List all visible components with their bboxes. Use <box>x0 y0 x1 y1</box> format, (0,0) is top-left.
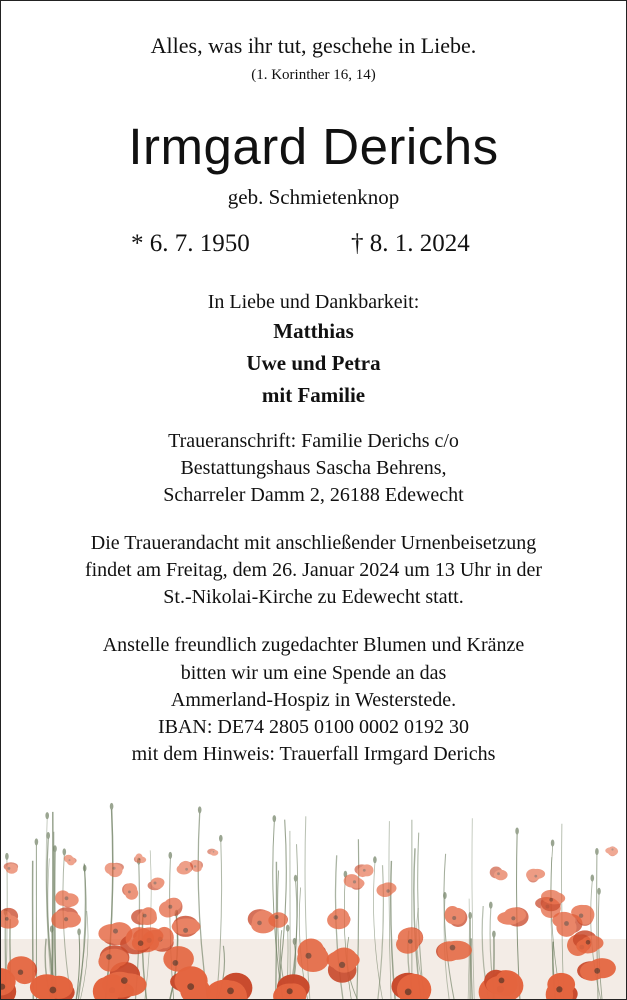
donation-iban: IBAN: DE74 2805 0100 0002 0192 30 <box>157 716 470 738</box>
death-date: † 8. 1. 2024 <box>351 230 470 257</box>
donation-line: bitten wir um eine Spende an das <box>180 662 447 684</box>
birth-date: * 6. 7. 1950 <box>131 230 250 257</box>
mourning-address-line: Bestattungshaus Sascha Behrens, <box>180 457 447 479</box>
donation-line: Anstelle freundlich zugedachter Blumen und Kränze <box>102 634 525 656</box>
maiden-name: geb. Schmietenknop <box>227 185 400 209</box>
deceased-name: Irmgard Derichs <box>128 118 499 175</box>
poppy-meadow-image <box>1 789 626 999</box>
mourner-name: Matthias <box>273 319 354 343</box>
mourning-address-line: Scharreler Damm 2, 26188 Edewecht <box>163 484 464 506</box>
bible-verse: Alles, was ihr tut, geschehe in Liebe. <box>150 33 477 58</box>
mourners-intro: In Liebe und Dankbarkeit: <box>207 291 420 313</box>
donation-line: mit dem Hinweis: Trauerfall Irmgard Derichs <box>131 743 496 765</box>
mourner-name: mit Familie <box>261 383 366 407</box>
mourning-address-line: Traueranschrift: Familie Derichs c/o <box>168 430 459 452</box>
ceremony-line: St.-Nikolai-Kirche zu Edewecht statt. <box>163 586 464 608</box>
donation-line: Ammerland-Hospiz in Westerstede. <box>170 689 457 711</box>
ceremony-line: Die Trauerandacht mit anschließender Urnenbeisetzung <box>90 532 537 554</box>
mourner-name: Uwe und Petra <box>246 351 381 375</box>
ceremony-line: findet am Freitag, dem 26. Januar 2024 um 13 Uhr in der <box>84 559 543 581</box>
bible-verse-reference: (1. Korinther 16, 14) <box>251 67 376 83</box>
